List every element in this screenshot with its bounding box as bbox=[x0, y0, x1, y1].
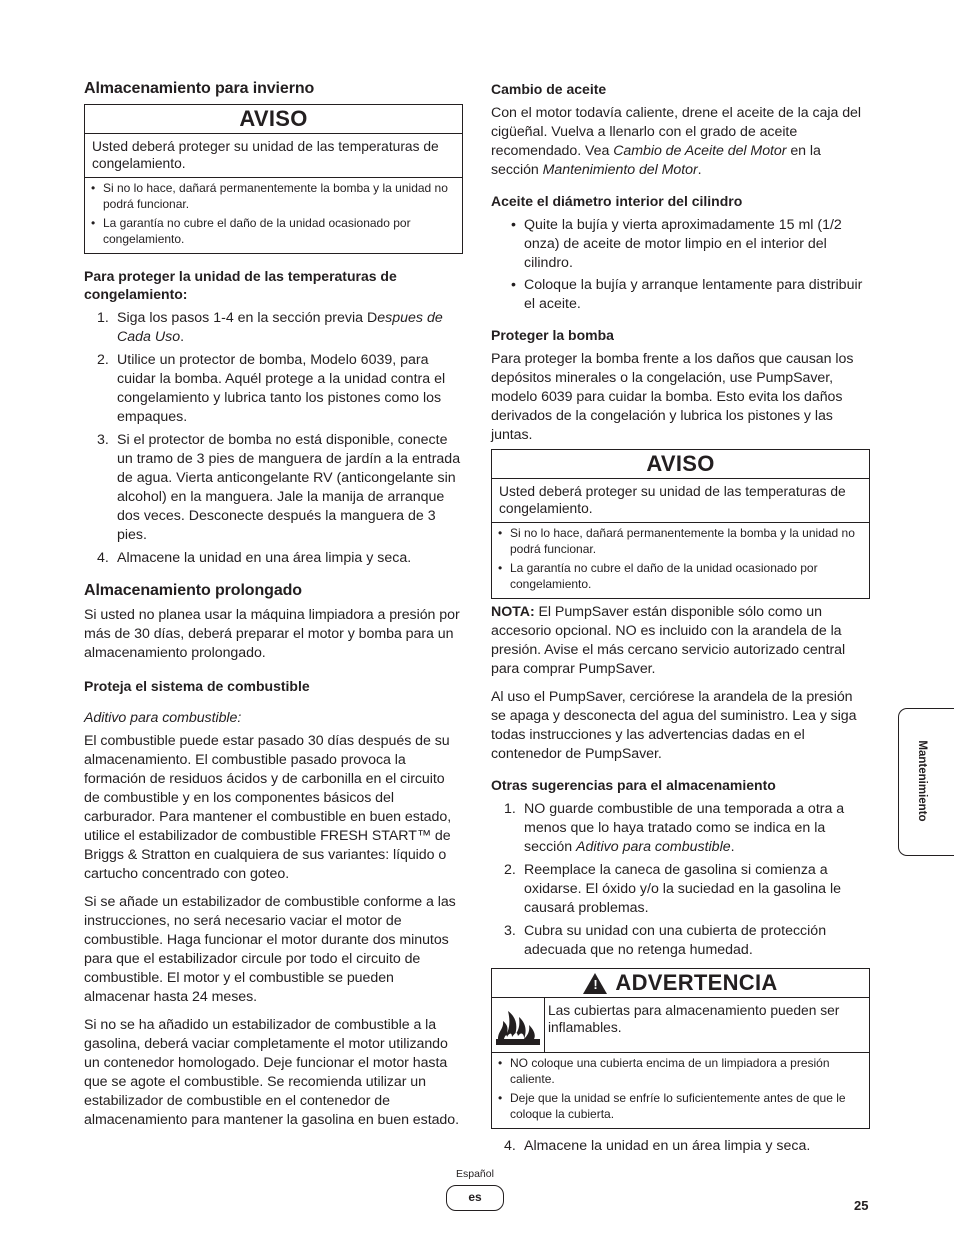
winter-storage-heading: Almacenamiento para invierno bbox=[84, 80, 315, 97]
advertencia-bullet: • NO coloque una cubierta encima de un limpiadora a presión caliente. bbox=[496, 1055, 865, 1087]
step-item: 1. Siga los pasos 1-4 en la sección previa Despues de Cada Uso. bbox=[97, 310, 443, 345]
aviso-bullet: • Si no lo hace, dañará permanentemente la bomba y la unidad no podrá funcionar. bbox=[89, 180, 458, 212]
advertencia-title-bar bbox=[492, 969, 869, 998]
advertencia-title: ADVERTENCIA bbox=[615, 970, 778, 995]
oil-change-text: Con el motor todavía caliente, drene el aceite de la caja del cigüeñal. Vuelva a llenarlo con el grado de aceite recomendado. Vea Cambio de Aceite del Motor en la sección Mantenimiento del Motor. bbox=[491, 105, 861, 178]
long-storage-intro: Si usted no planea usar la máquina limpiadora a presión por más de 30 días, deberá preparar el motor y bomba para un almacenamiento prolongado. bbox=[84, 607, 460, 661]
other-storage-heading: Otras sugerencias para el almacenamiento bbox=[491, 777, 776, 793]
flame-icon bbox=[492, 998, 545, 1052]
right-column bbox=[491, 80, 870, 1166]
cylinder-bullet: • Quite la bujía y vierta aproximadamente 15 ml (1/2 onza) de aceite de motor limpio en el interior del cilindro. bbox=[491, 216, 870, 273]
protect-freezing-heading: Para proteger la unidad de las temperaturas de congelamiento: bbox=[84, 268, 397, 302]
footer-language: Español bbox=[456, 1168, 494, 1180]
advertencia-bullet: • Deje que la unidad se enfríe lo suficientemente antes de que le coloque la cubierta. bbox=[496, 1090, 865, 1122]
advertencia-main-row bbox=[492, 998, 869, 1053]
aviso-main-text: Usted deberá proteger su unidad de las temperaturas de congelamiento. bbox=[492, 479, 869, 523]
other-storage-list bbox=[491, 800, 870, 960]
section-side-tab-label: Mantenimiento bbox=[916, 740, 928, 822]
step-item: 4. Almacene la unidad en una área limpia y seca. bbox=[97, 550, 412, 566]
aviso-notice-box-2 bbox=[491, 449, 870, 599]
fuel-additive-label: Aditivo para combustible: bbox=[84, 710, 242, 726]
step-item: 2. Reemplace la caneca de gasolina si comienza a oxidarse. El óxido y/o la suciedad en la gasolina le causará problemas. bbox=[504, 862, 842, 916]
protect-steps-list bbox=[84, 309, 463, 568]
oil-change-heading: Cambio de aceite bbox=[491, 81, 607, 97]
aviso-bullet: • La garantía no cubre el daño de la unidad ocasionado por congelamiento. bbox=[89, 215, 458, 247]
aviso-bullet: • La garantía no cubre el daño de la unidad ocasionado por congelamiento. bbox=[496, 560, 865, 592]
cylinder-bullets bbox=[491, 216, 870, 314]
aviso-notice-box bbox=[84, 104, 463, 254]
advertencia-main-text: Las cubiertas para almacenamiento pueden ser inflamables. bbox=[547, 1003, 840, 1035]
nota-paragraph: NOTA: El PumpSaver están disponible sólo como un accesorio opcional. NO es incluido con la arandela de la presión. Avise el más cercano servicio autorizado central para comprar PumpSaver. bbox=[491, 604, 846, 677]
advertencia-bullets bbox=[492, 1053, 869, 1128]
step-item: 3. Si el protector de bomba no está disponible, conecte un tramo de 3 pies de manguera de jardín a la entrada de agua. Vierta anticongelante RV (anticongelante sin alcohol) en la manguera. Jale la manija de arranque dos veces. Desconecte después la manguera de 3 pies. bbox=[97, 432, 461, 543]
section-side-tab bbox=[898, 708, 954, 856]
fuel-paragraph-2: Si se añade un estabilizador de combustible conforme a las instrucciones, no será necesario vaciar el motor de combustible. Haga funcionar el motor durante dos minutos para que el estabilizador circule por todo el circuito de combustible. El motor y el combustible se pueden almacenar hasta 24 meses. bbox=[84, 894, 456, 1005]
step-item: 3. Cubra su unidad con una cubierta de protección adecuada que no retenga humedad. bbox=[504, 923, 827, 958]
aviso-main-text: Usted deberá proteger su unidad de las temperaturas de congelamiento. bbox=[85, 134, 462, 178]
step-item: 2. Utilice un protector de bomba, Modelo 6039, para cuidar la bomba. Aquél protege a la unidad contra el congelamiento y lubrica tanto los pistones como los empaques. bbox=[97, 352, 446, 425]
long-storage-heading: Almacenamiento prolongado bbox=[84, 582, 302, 599]
warning-triangle-icon: ! bbox=[583, 973, 607, 994]
cylinder-heading: Aceite el diámetro interior del cilindro bbox=[491, 193, 743, 209]
step-item: 1. NO guarde combustible de una temporada a otra a menos que lo haya tratado como se indica en la sección Aditivo para combustible. bbox=[504, 801, 845, 855]
protect-pump-text: Para proteger la bomba frente a los daños que causan los depósitos minerales o la congelación, use PumpSaver, modelo 6039 para cuidar la bomba. Esto evita los daños derivados de la congelación y lubrica los pistones y las juntas. bbox=[491, 351, 854, 443]
aviso-bullets bbox=[85, 178, 462, 253]
aviso-title: AVISO bbox=[85, 105, 462, 134]
final-step-list bbox=[491, 1137, 870, 1156]
advertencia-warning-box bbox=[491, 968, 870, 1129]
fuel-system-heading: Proteja el sistema de combustible bbox=[84, 678, 310, 694]
aviso-bullet: • Si no lo hace, dañará permanentemente la bomba y la unidad no podrá funcionar. bbox=[496, 525, 865, 557]
aviso-title: AVISO bbox=[492, 450, 869, 479]
left-column bbox=[84, 80, 463, 1139]
aviso-bullets bbox=[492, 523, 869, 598]
step-item: 4. Almacene la unidad en un área limpia y seca. bbox=[504, 1138, 811, 1154]
page-number: 25 bbox=[854, 1198, 869, 1213]
pumpsaver-paragraph: Al uso el PumpSaver, cerciórese la arandela de la presión se apaga y desconecta del agua del suministro. Lea y siga todas instrucciones y las advertencias dadas en el contenedor de PumpSaver. bbox=[491, 689, 857, 762]
fuel-paragraph-1: El combustible puede estar pasado 30 días después de su almacenamiento. El combustible pasado provoca la formación de residuos ácidos y de carbonilla en el circuito de combustible y en los componentes básicos del carburador. Para mantener el combustible en buen estado, utilice el estabilizador de combustible FRESH START™ de Briggs & Stratton en cualquiera de sus variantes: líquido o cartucho concentrado con goteo. bbox=[84, 733, 452, 882]
cylinder-bullet: • Coloque la bujía y arranque lentamente para distribuir el aceite. bbox=[491, 276, 870, 314]
protect-pump-heading: Proteger la bomba bbox=[491, 327, 614, 343]
fuel-paragraph-3: Si no se ha añadido un estabilizador de combustible a la gasolina, deberá vaciar completamente el motor utilizando un contenedor homologado. Deje funcionar el motor hasta que se agote el combustible. Se recomienda utilizar un estabilizador de combustible en el contenedor de almacenamiento para mantener la gasolina en buen estado. bbox=[84, 1017, 459, 1128]
footer-lang-code: es bbox=[446, 1185, 504, 1211]
